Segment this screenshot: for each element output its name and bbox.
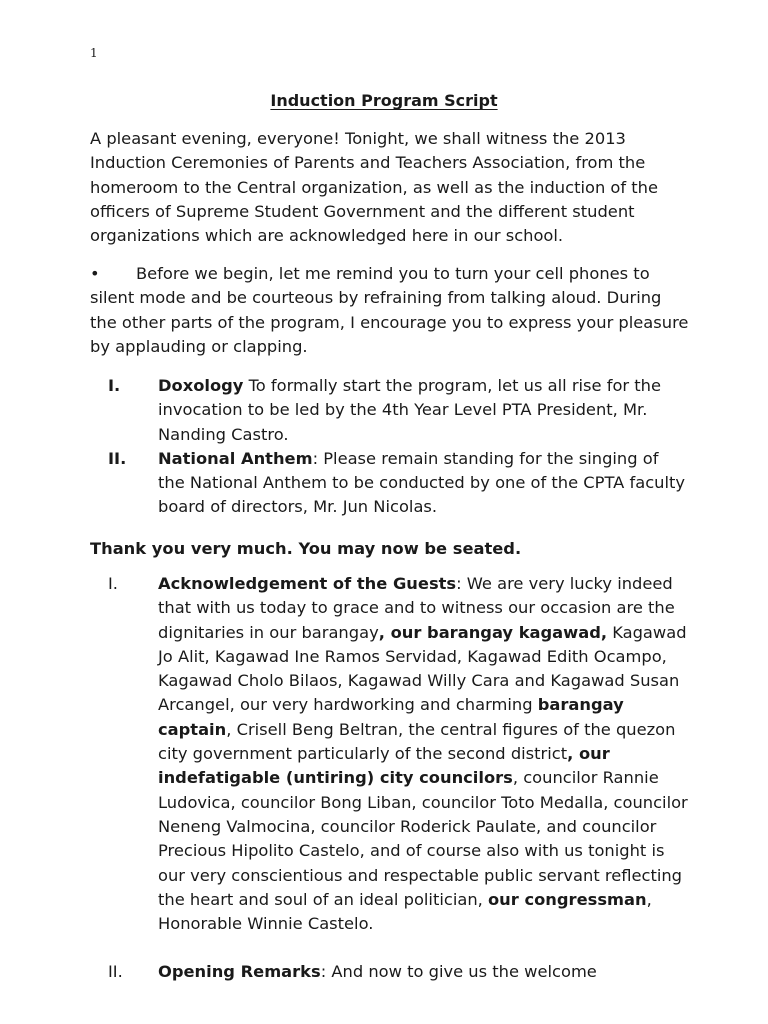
item-emphasis: our congressman — [488, 889, 647, 909]
program-list — [108, 374, 688, 520]
item-number: II. — [108, 448, 127, 468]
list-item — [108, 572, 688, 936]
document-title: Induction Program Script — [270, 91, 498, 110]
item-heading: Opening Remarks — [158, 962, 321, 982]
item-text: , Crisell Beng Beltran, the central figures of the quezon city government particularly of the second district — [158, 719, 676, 764]
item-text: : Please remain standing for the singing of the National Anthem to be conducted by one of the CPTA faculty board of directors, Mr. Jun Nicolas. — [158, 448, 686, 517]
item-text: : And now to give us the welcome — [320, 962, 597, 982]
intro-paragraph: A pleasant evening, everyone! Tonight, we shall witness the 2013 Induction Ceremonies of Parents and Teachers Association, from the homeroom to the Central organization, as well as the induction of the officers of Supreme Student Government and the different student organizations which are acknowledged here in our school. — [90, 129, 659, 246]
item-emphasis: , our barangay kagawad, — [378, 622, 608, 642]
item-number: I. — [108, 574, 118, 593]
item-emphasis: , our indefatigable (untiring) city councilors — [158, 744, 610, 788]
reminder-text: Before we begin, let me remind you to turn your cell phones to silent mode and be courteous by refraining from talking aloud. During the other parts of the program, I encourage you to express your pleasure by applauding or clapping. — [90, 264, 689, 356]
item-heading: Acknowledgement of the Guests — [158, 574, 457, 593]
thanks-line: Thank you very much. You may now be seated. — [90, 539, 522, 558]
list-item — [108, 374, 688, 447]
page-number: 1 — [90, 46, 98, 60]
item-text: , councilor Rannie Ludovica, councilor Bong Liban, councilor Toto Medalla, councilor Neneng Valmocina, councilor Roderick Paulate, and councilor Precious Hipolito Castelo, and of course also with us tonight is our very conscientious and respectable public servant reflecting the heart and soul of an ideal politician, — [158, 768, 688, 909]
item-emphasis: barangay captain — [158, 695, 624, 739]
guest-list — [108, 572, 688, 985]
item-text: To formally start the program, let us all rise for the invocation to be led by the 4th Year Level PTA President, Mr. Nanding Castro. — [158, 376, 661, 444]
list-item — [108, 447, 688, 520]
item-text: , Honorable Winnie Castelo. — [158, 889, 652, 934]
item-text: Kagawad Jo Alit, Kagawad Ine Ramos Servidad, Kagawad Edith Ocampo, Kagawad Cholo Bilaos, Kagawad Willy Cara and Kagawad Susan Arcangel, our very hardworking and charming — [158, 622, 687, 715]
item-heading: National Anthem — [158, 448, 313, 468]
item-number: II. — [108, 962, 123, 982]
reminder-paragraph — [90, 262, 690, 359]
bullet-mark: • — [90, 264, 100, 283]
item-heading: Doxology — [158, 376, 244, 395]
item-text: : We are very lucky indeed that with us today to grace and to witness our occasion are the dignitaries in our barangay — [158, 574, 675, 642]
item-number: I. — [108, 376, 121, 395]
list-item — [108, 960, 688, 984]
